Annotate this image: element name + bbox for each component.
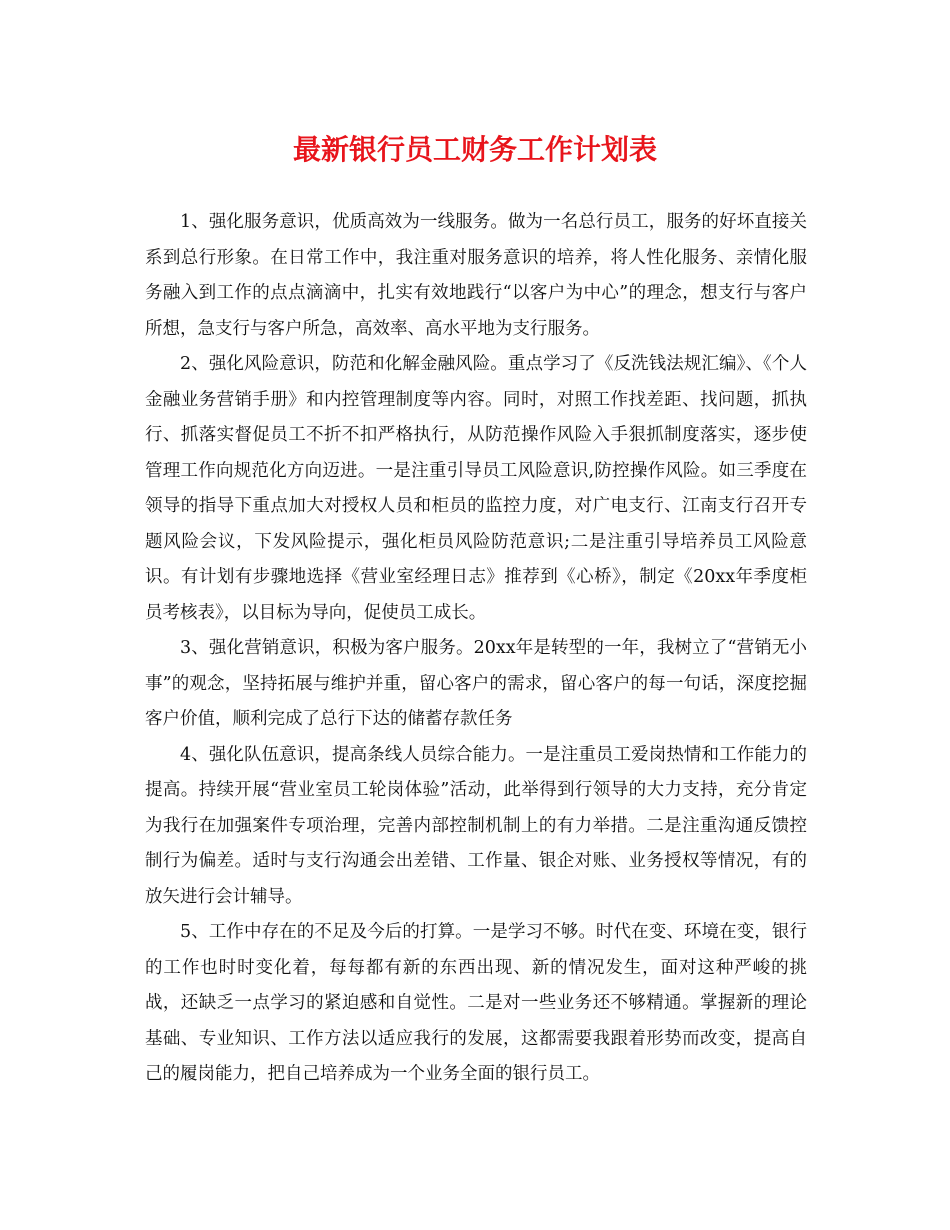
paragraph-5: 5、工作中存在的不足及今后的打算。一是学习不够。时代在变、环境在变，银行的工作也时时变化着，每每都有新的东西出现、新的情况发生，面对这种严峻的挑战，还缺乏一点学习的紧迫感和自觉性。二是对一些业务还不够精通。掌握新的理论基础、专业知识、工作方法以适应我行的发展，这都需要我跟着形势而改变，提高自己的履岗能力，把自己培养成为一个业务全面的银行员工。 bbox=[145, 922, 807, 1084]
paragraph-2: 2、强化风险意识，防范和化解金融风险。重点学习了《反洗钱法规汇编》、《个人金融业务营销手册》和内控管理制度等内容。同时，对照工作找差距、找问题，抓执行、抓落实督促员工不折不扣严格执行，从防范操作风险入手狠抓制度落实，逐步使管理工作向规范化方向迈进。一是注重引导员工风险意识,防控操作风险。如三季度在领导的指导下重点加大对授权人员和柜员的监控力度，对广电支行、江南支行召开专题风险会议，下发风险提示，强化柜员风险防范意识;二是注重引导培养员工风险意识。有计划有步骤地选择《营业室经理日志》推荐到《心桥》，制定《20xx年季度柜员考核表》，以目标为导向，促使员工成长。 bbox=[145, 354, 807, 623]
paragraph-3: 3、强化营销意识，积极为客户服务。20xx年是转型的一年，我树立了“营销无小事”的观念，坚持拓展与维护并重，留心客户的需求，留心客户的每一句话，深度挖掘客户价值，顺利完成了总行下达的储蓄存款任务 bbox=[145, 638, 807, 729]
document-body bbox=[145, 205, 807, 1093]
paragraph-4: 4、强化队伍意识，提高条线人员综合能力。一是注重员工爱岗热情和工作能力的提高。持续开展“营业室员工轮岗体验”活动，此举得到行领导的大力支持，充分肯定为我行在加强案件专项治理，完善内部控制机制上的有力举措。二是注重沟通反馈控制行为偏差。适时与支行沟通会出差错、工作量、银企对账、业务授权等情况，有的放矢进行会计辅导。 bbox=[145, 744, 807, 907]
document-title: 最新银行员工财务工作计划表 bbox=[292, 133, 657, 166]
paragraph-1: 1、强化服务意识，优质高效为一线服务。做为一名总行员工，服务的好坏直接关系到总行形象。在日常工作中，我注重对服务意识的培养，将人性化服务、亲情化服务融入到工作的点点滴滴中，扎实有效地践行“以客户为中心”的理念，想支行与客户所想，急支行与客户所急，高效率、高水平地为支行服务。 bbox=[145, 212, 807, 339]
